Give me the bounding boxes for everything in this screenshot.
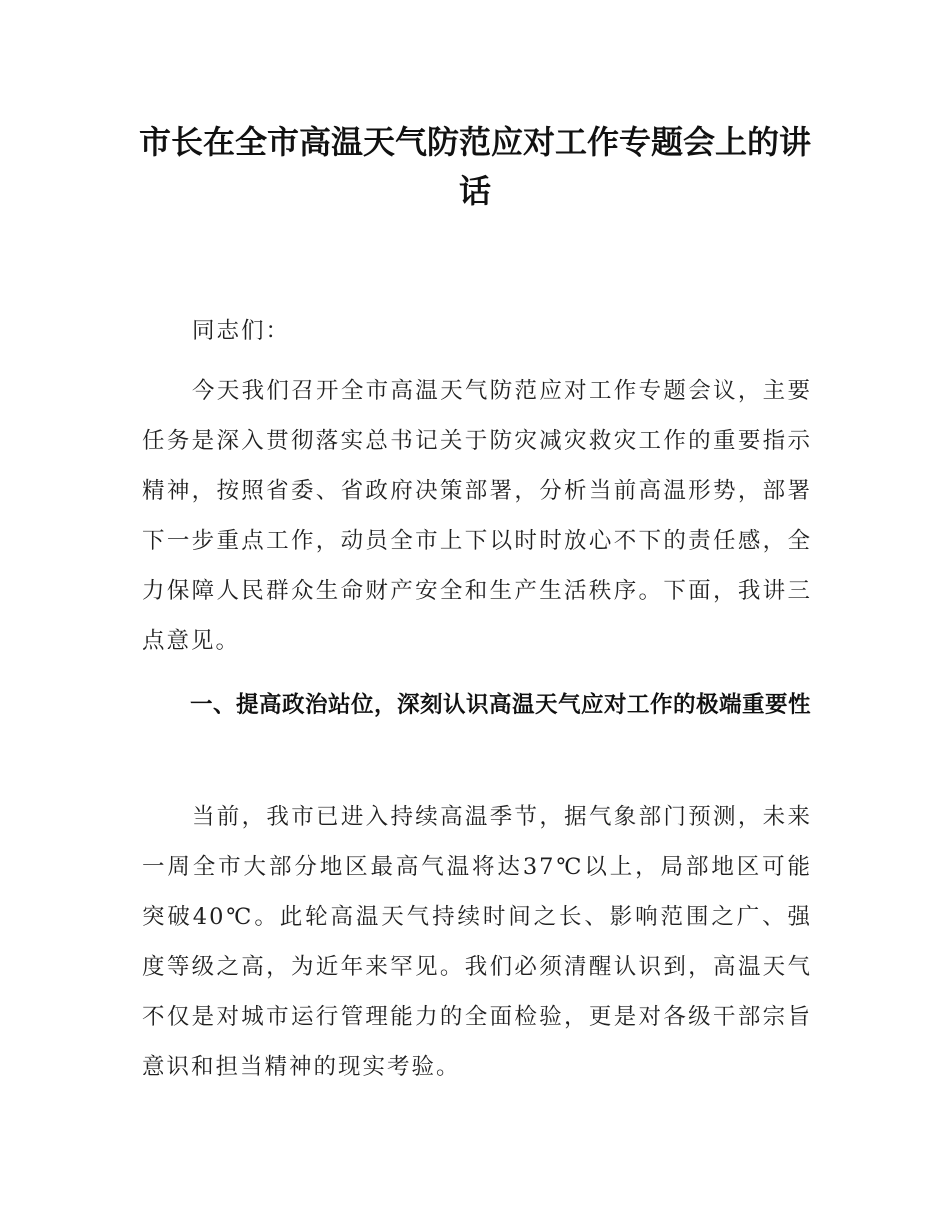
paragraph-section-1: 当前，我市已进入持续高温季节，据气象部门预测，未来一周全市大部分地区最高气温将达37℃以上，局部地区可能突破40℃。此轮高温天气持续时间之长、影响范围之广、强度等级之高，为近年来罕见。我们必须清醒认识到，高温天气不仅是对城市运行管理能力的全面检验，更是对各级干部宗旨意识和担当精神的现实考验。 — [142, 804, 812, 1080]
page-title: 市长在全市高温天气防范应对工作专题会上的讲话 — [138, 123, 811, 210]
paragraph-intro: 今天我们召开全市高温天气防范应对工作专题会议，主要任务是深入贯彻落实总书记关于防灾减灾救灾工作的重要指示精神，按照省委、省政府决策部署，分析当前高温形势，部署下一步重点工作，动员全市上下以时时放心不下的责任感，全力保障人民群众生命财产安全和生产生活秩序。下面，我讲三点意见。 — [142, 378, 812, 654]
salutation: 同志们： — [192, 318, 291, 344]
section-heading-1: 一、提高政治站位，深刻认识高温天气应对工作的极端重要性 — [190, 692, 812, 718]
